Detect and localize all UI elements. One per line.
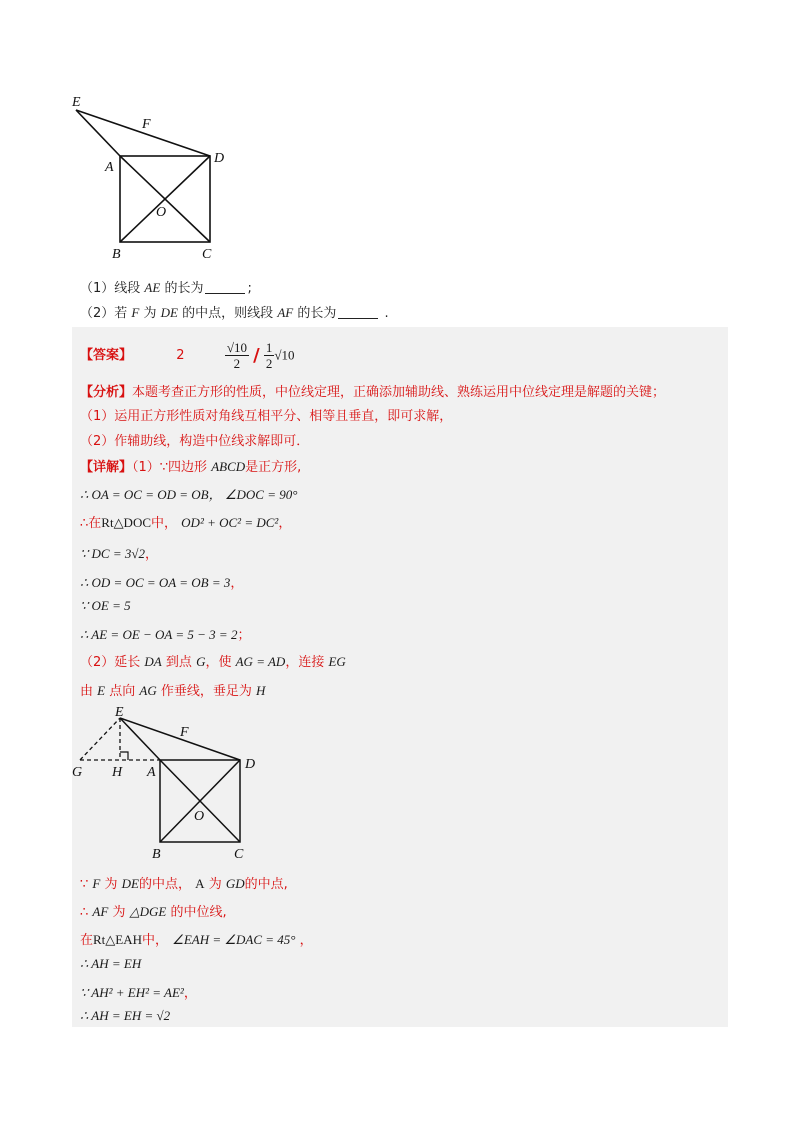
label-b: B	[112, 247, 121, 262]
detail-line-7: ∴ AE = OE − OA = 5 − 3 = 2；	[80, 627, 251, 643]
analysis-p1: （1）运用正方形性质对角线互相平分、相等且垂直，即可求解，	[80, 409, 453, 424]
question-1: （1）线段 AE 的长为 ;	[80, 280, 252, 296]
detail2-line-2: ∴ AF 为 △DGE 的中位线,	[80, 904, 227, 920]
label-e: E	[72, 95, 81, 110]
answer-value-1: 2	[176, 348, 185, 363]
detail-line-4: ∵ DC = 3√2，	[80, 546, 159, 562]
label-o: O	[156, 205, 167, 220]
label2-g: G	[72, 765, 83, 780]
detail-line-9: 由 E 点向 AG 作垂线，垂足为 H	[80, 683, 266, 699]
detail2-line-5: ∵ AH² + EH² = AE²，	[80, 985, 197, 1001]
answer-line: 【答案】 2 $\frac{√10}{2}$ / $\frac{1}{2}$ √10	[80, 340, 295, 371]
figure-square-1	[70, 92, 240, 262]
detail-line-2: ∴ OA = OC = OD = OB， ∠DOC = 90°	[80, 487, 298, 502]
detail-line-6: ∵ OE = 5	[80, 598, 131, 613]
label2-o: O	[194, 809, 205, 824]
analysis-p2: （2）作辅助线，构造中位线求解即可．	[80, 434, 310, 449]
label-f: F	[142, 117, 151, 132]
detail-line-8: （2）延长 DA 到点 G，使 AG = AD，连接 EG	[80, 654, 346, 670]
detail2-line-4: ∴ AH = EH	[80, 956, 142, 971]
label-c: C	[202, 247, 212, 262]
analysis-line: 【分析】本题考查正方形的性质，中位线定理，正确添加辅助线、熟练运用中位线定理是解题的关键；	[80, 385, 666, 400]
detail-line-1: 【详解】（1）∵四边形 ABCD是正方形,	[80, 459, 302, 475]
detail-line-5: ∴ OD = OC = OA = OB = 3，	[80, 575, 244, 591]
detail2-line-1: ∵ F 为 DE的中点， A 为 GD的中点,	[80, 876, 288, 892]
detail2-line-3: 在Rt△EAH中， ∠EAH = ∠DAC = 45° ，	[80, 932, 313, 948]
label2-d: D	[245, 757, 256, 772]
label2-c: C	[234, 847, 244, 862]
answer-fraction: $\frac{√10}{2}$	[226, 340, 247, 371]
label2-a: A	[147, 765, 156, 780]
label2-h: H	[112, 765, 123, 780]
question-2: （2）若 F 为 DE 的中点，则线段 AF 的长为 .	[80, 305, 389, 321]
label-d: D	[214, 151, 225, 166]
detail-line-3: ∴在Rt△DOC中， OD² + OC² = DC²，	[80, 515, 292, 531]
answer-sqrt10: √10	[274, 347, 295, 363]
label2-f: F	[180, 725, 189, 740]
answer-blank-2[interactable]	[338, 306, 378, 319]
figure-square-2	[70, 702, 270, 864]
label2-e: E	[115, 705, 124, 720]
detail2-line-6: ∴ AH = EH = √2	[80, 1008, 171, 1023]
label-a: A	[105, 160, 114, 175]
answer-blank-1[interactable]	[205, 281, 245, 294]
answer-half: $\frac{1}{2}$	[265, 340, 273, 371]
label2-b: B	[152, 847, 161, 862]
